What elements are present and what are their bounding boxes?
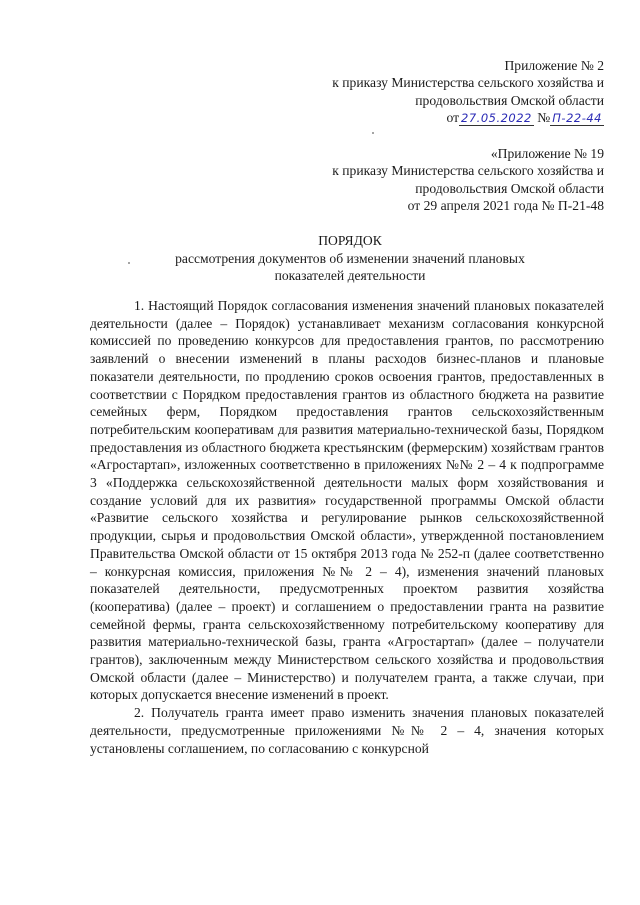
- document-body: [90, 297, 604, 757]
- document-subtitle: [90, 250, 610, 285]
- appendix-current-date-line: [280, 109, 604, 127]
- paragraph-1: 1. Настоящий Порядок согласования изменения значений плановых показателей деятельности (далее – Порядок) устанавливает механизм согласования конкурсной комиссией по проведению конкурсов для предоставления грантов, по рассмотрению заявлений о внесении изменений в планы расходов бизнес-планов и плановые показатели деятельности, по продлению сроков освоения грантов, предоставленных в соответствии с Порядком предоставления грантов из областного бюджета на развитие семейных ферм, Порядком предоставления грантов сельскохозяйственным потребительским кооперативам для развития материально-технической базы, Порядком предоставления из областного бюджета крестьянским (фермерским) хозяйствам грантов «Агростартап», изложенных соответственно в приложениях №№ 2 – 4 к подпрограмме 3 «Поддержка сельскохозяйственной деятельности малых форм хозяйствования и создание условий для их развития» государственной программы Омской области «Развитие сельского хозяйства и регулирование рынков сельскохозяйственной продукции, сырья и продовольствия Омской области», утвержденной постановлением Правительства Омской области от 15 октября 2013 года № 252-п (далее соответственно – конкурсная комиссия, приложения №№ 2 – 4), изменения значений плановых показателей деятельности, предусмотренных проектом развития хозяйства (кооператива) (далее – проект) и соглашением о предоставлении гранта на развитие семейной фермы, гранта сельскохозяйственному потребительскому кооперативу для развития материально-технической базы, гранта «Агростартап» (далее – получатели грантов), заключенным между Министерством сельского хозяйства и продовольствия Омской области (далее – Министерство) и получателем гранта, а также случаи, при которых допускается внесение изменений в проект.: [90, 298, 604, 703]
- appendix-original-line3: продовольствия Омской области: [415, 180, 604, 196]
- appendix-original-line4: от 29 апреля 2021 года № П-21-48: [407, 198, 604, 214]
- appendix-original-line1: «Приложение № 19: [490, 146, 604, 161]
- subtitle-line2: показателей деятельности: [274, 268, 426, 284]
- document-title: ПОРЯДОК: [318, 233, 382, 248]
- appendix-original-header: [280, 145, 604, 215]
- number-prefix: №: [537, 110, 551, 126]
- appendix-current-line1: Приложение № 2: [504, 58, 604, 73]
- subtitle-line1: рассмотрения документов об изменении значений плановых: [175, 251, 525, 266]
- handwritten-date: 27.05.2022: [461, 111, 532, 126]
- appendix-current-header: [280, 57, 604, 128]
- appendix-original-line2: к приказу Министерства сельского хозяйства и: [332, 163, 604, 179]
- handwritten-number: П-22-44: [552, 111, 602, 126]
- scan-speck: [128, 262, 130, 264]
- appendix-current-line2: к приказу Министерства сельского хозяйства и: [332, 75, 604, 91]
- date-prefix: от: [446, 110, 460, 126]
- scan-speck: [372, 132, 374, 134]
- appendix-current-line3: продовольствия Омской области: [415, 92, 604, 108]
- paragraph-2: 2. Получатель гранта имеет право изменить значения плановых показателей деятельности, предусмотренные приложениями №№ 2 – 4, значения которых установлены соглашением, по согласованию с конкурсной: [90, 705, 604, 756]
